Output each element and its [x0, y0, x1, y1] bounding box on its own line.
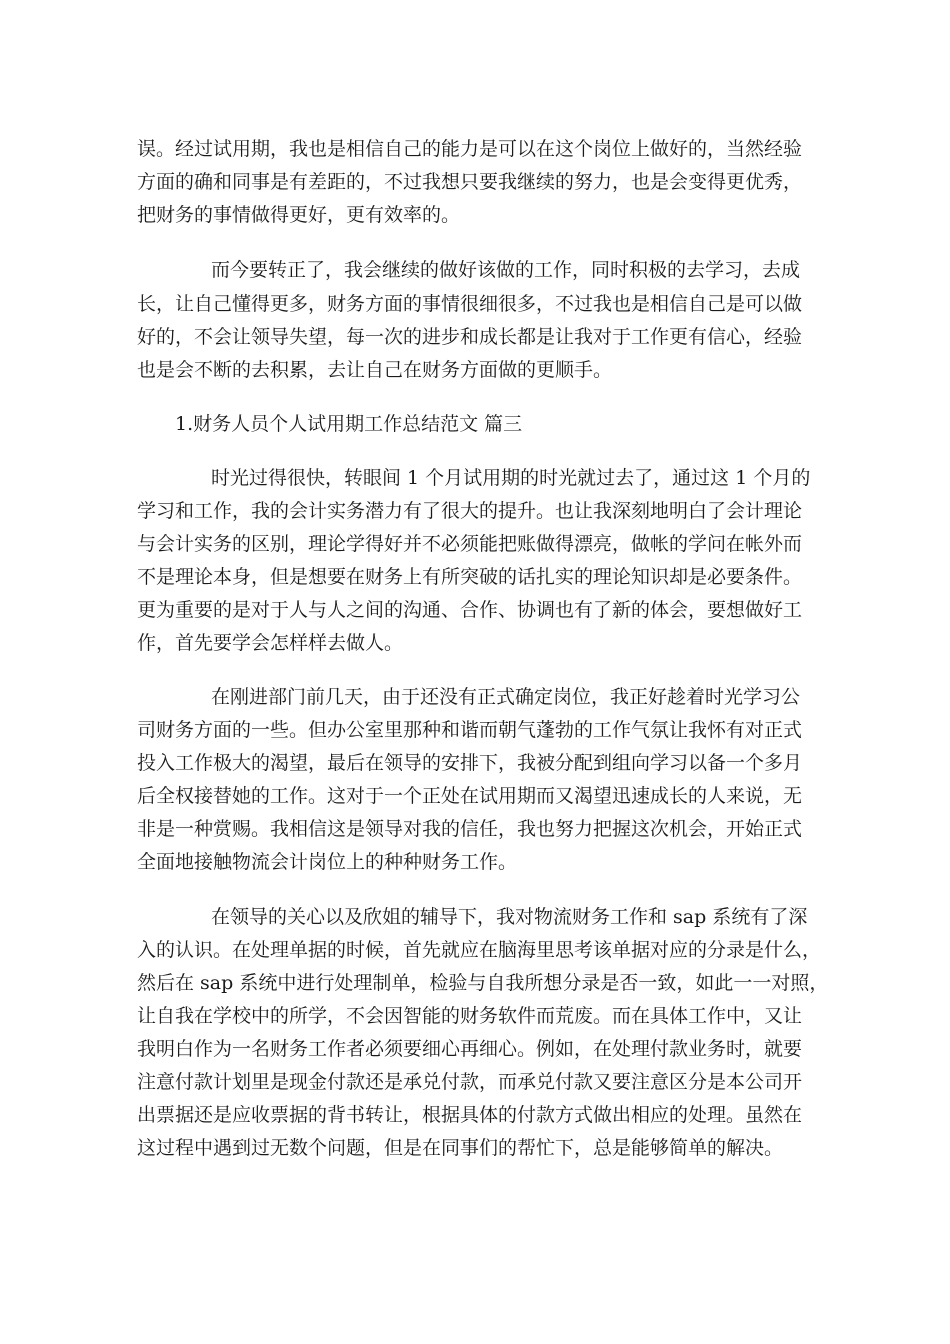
paragraph-2-line-4: 也是会不断的去积累，去让自己在财务方面做的更顺手。 [137, 359, 613, 381]
paragraph-3-line-4: 不是理论本身，但是想要在财务上有所突破的话扎实的理论知识却是必要条件。 [137, 566, 803, 588]
paragraph-5-line-2: 入的认识。在处理单据的时候，首先就应在脑海里思考该单据对应的分录是什么， [137, 939, 822, 961]
paragraph-4-line-1: 在刚进部门前几天，由于还没有正式确定岗位，我正好趁着时光学习公 [211, 686, 801, 708]
paragraph-1-line-1: 误。经过试用期，我也是相信自己的能力是可以在这个岗位上做好的，当然经验 [137, 138, 803, 160]
paragraph-3-line-5: 更为重要的是对于人与人之间的沟通、合作、协调也有了新的体会，要想做好工 [137, 599, 803, 621]
paragraph-5-line-1: 在领导的关心以及欣姐的辅导下，我对物流财务工作和 sap 系统有了深 [211, 906, 808, 928]
paragraph-5-line-4: 让自我在学校中的所学，不会因智能的财务软件而荒废。而在具体工作中，又让 [137, 1005, 803, 1027]
paragraph-3-line-2: 学习和工作，我的会计实务潜力有了很大的提升。也让我深刻地明白了会计理论 [137, 500, 803, 522]
paragraph-3-line-6: 作，首先要学会怎样样去做人。 [137, 632, 404, 654]
paragraph-5-line-6: 注意付款计划里是现金付款还是承兑付款，而承兑付款又要注意区分是本公司开 [137, 1071, 803, 1093]
paragraph-4-line-4: 后全权接替她的工作。这对于一个正处在试用期而又渴望迅速成长的人来说，无 [137, 785, 803, 807]
paragraph-4-line-6: 全面地接触物流会计岗位上的种种财务工作。 [137, 851, 518, 873]
paragraph-4-line-5: 非是一种赏赐。我相信这是领导对我的信任，我也努力把握这次机会，开始正式 [137, 818, 803, 840]
paragraph-2-line-2: 长，让自己懂得更多，财务方面的事情很细很多，不过我也是相信自己是可以做 [137, 293, 803, 315]
section-heading: 1.财务人员个人试用期工作总结范文 篇三 [175, 413, 523, 435]
paragraph-2-line-3: 好的，不会让领导失望，每一次的进步和成长都是让我对于工作更有信心，经验 [137, 326, 803, 348]
paragraph-5-line-7: 出票据还是应收票据的背书转让，根据具体的付款方式做出相应的处理。虽然在 [137, 1104, 803, 1126]
paragraph-4-line-3: 投入工作极大的渴望，最后在领导的安排下，我被分配到组向学习以备一个多月 [137, 752, 803, 774]
paragraph-3-line-3: 与会计实务的区别，理论学得好并不必须能把账做得漂亮，做帐的学问在帐外而 [137, 533, 803, 555]
paragraph-1-line-3: 把财务的事情做得更好，更有效率的。 [137, 204, 461, 226]
paragraph-5-line-5: 我明白作为一名财务工作者必须要细心再细心。例如，在处理付款业务时，就要 [137, 1038, 803, 1060]
paragraph-5-line-8: 这过程中遇到过无数个问题，但是在同事们的帮忙下，总是能够简单的解决。 [137, 1137, 784, 1159]
paragraph-4-line-2: 司财务方面的一些。但办公室里那种和谐而朝气蓬勃的工作气氛让我怀有对正式 [137, 719, 803, 741]
paragraph-3-line-1: 时光过得很快，转眼间 1 个月试用期的时光就过去了，通过这 1 个月的 [211, 467, 811, 489]
paragraph-2-line-1: 而今要转正了，我会继续的做好该做的工作，同时积极的去学习，去成 [211, 259, 801, 281]
paragraph-1-line-2: 方面的确和同事是有差距的，不过我想只要我继续的努力，也是会变得更优秀， [137, 171, 803, 193]
paragraph-5-line-3: 然后在 sap 系统中进行处理制单，检验与自我所想分录是否一致，如此一一对照， [137, 972, 829, 994]
